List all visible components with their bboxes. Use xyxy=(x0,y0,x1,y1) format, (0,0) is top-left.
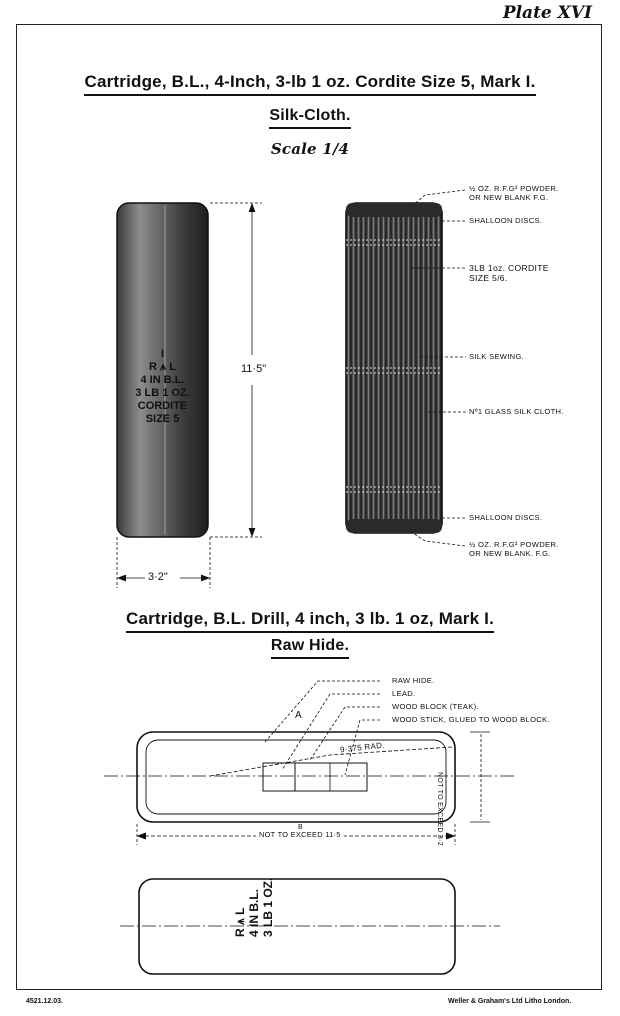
plate-label: Plate XVI xyxy=(502,3,592,23)
label-wood-stick: WOOD STICK, GLUED TO WOOD BLOCK. xyxy=(392,715,550,724)
footer-right: Weller & Graham's Ltd Litho London. xyxy=(448,998,572,1005)
drill-stamp-line: 3 LB 1 OZ. xyxy=(261,877,275,937)
dim-marker-b: B xyxy=(298,824,303,831)
label-powder-top: ½ OZ. R.F.G² POWDER. xyxy=(469,184,559,193)
stamp-line: CORDITE xyxy=(137,400,188,412)
label-raw-hide: RAW HIDE. xyxy=(392,676,435,685)
stamp-line: 4 IN B.L. xyxy=(140,374,185,386)
height-dim-label: 11·5" xyxy=(241,363,267,375)
label-powder-bottom: ½ OZ. R.F.G² POWDER. xyxy=(469,540,559,549)
section1-subtitle: Silk-Cloth. xyxy=(269,107,350,129)
stamp-line: R ⩚ L xyxy=(149,361,176,373)
width-dim-label: 3·2" xyxy=(148,571,168,583)
section-cartridge xyxy=(346,203,442,533)
label-cordite: 3LB 1oz. CORDITE xyxy=(469,263,549,273)
drill-leaders xyxy=(265,681,380,775)
section2-title: Cartridge, B.L. Drill, 4 inch, 3 lb. 1 oz, Mark I. xyxy=(126,609,494,633)
label-cordite-size: SIZE 5/6. xyxy=(469,273,508,283)
drill-stamp xyxy=(233,878,275,937)
footer-left: 4521.12.03. xyxy=(26,998,63,1005)
stamp-line: SIZE 5 xyxy=(145,413,180,425)
drill-stamp-line: R ⩚ L xyxy=(233,907,247,937)
label-shalloon-bottom: SHALLOON DISCS. xyxy=(469,513,543,522)
drill-stamp-line: 4 IN B.L. xyxy=(247,888,261,937)
label-lead: LEAD. xyxy=(392,689,416,698)
dim-letter-a: A xyxy=(295,710,302,721)
stamp-line: I xyxy=(160,348,165,360)
length-dim-label: NOT TO EXCEED 11·5 xyxy=(256,831,344,839)
section1-title: Cartridge, B.L., 4-Inch, 3-lb 1 oz. Cordite Size 5, Mark I. xyxy=(84,72,535,96)
label-powder-top-alt: OR NEW BLANK F.G. xyxy=(469,193,549,202)
section2-subtitle: Raw Hide. xyxy=(271,637,349,659)
section2-subtitle-wrap xyxy=(0,637,620,659)
stamp-line: 3 LB 1 OZ. xyxy=(135,387,190,399)
section2-title-wrap xyxy=(0,609,620,633)
label-silk-sewing: SILK SEWING. xyxy=(469,352,525,361)
label-shalloon-top: SHALLOON DISCS. xyxy=(469,216,543,225)
drill-exterior-view xyxy=(120,879,500,974)
scale-label: Scale 1/4 xyxy=(270,140,350,158)
exterior-stamp xyxy=(117,348,208,426)
radius-label: 9·375 RAD. xyxy=(339,740,386,755)
label-silk-cloth: Nº1 GLASS SILK CLOTH. xyxy=(469,407,564,416)
label-powder-bottom-alt: OR NEW BLANK. F.G. xyxy=(469,549,551,558)
diameter-dim-label: NOT TO EXCEED 3·2 xyxy=(436,772,443,846)
label-wood-block: WOOD BLOCK (TEAK). xyxy=(392,702,479,711)
drill-side-view xyxy=(104,732,514,845)
